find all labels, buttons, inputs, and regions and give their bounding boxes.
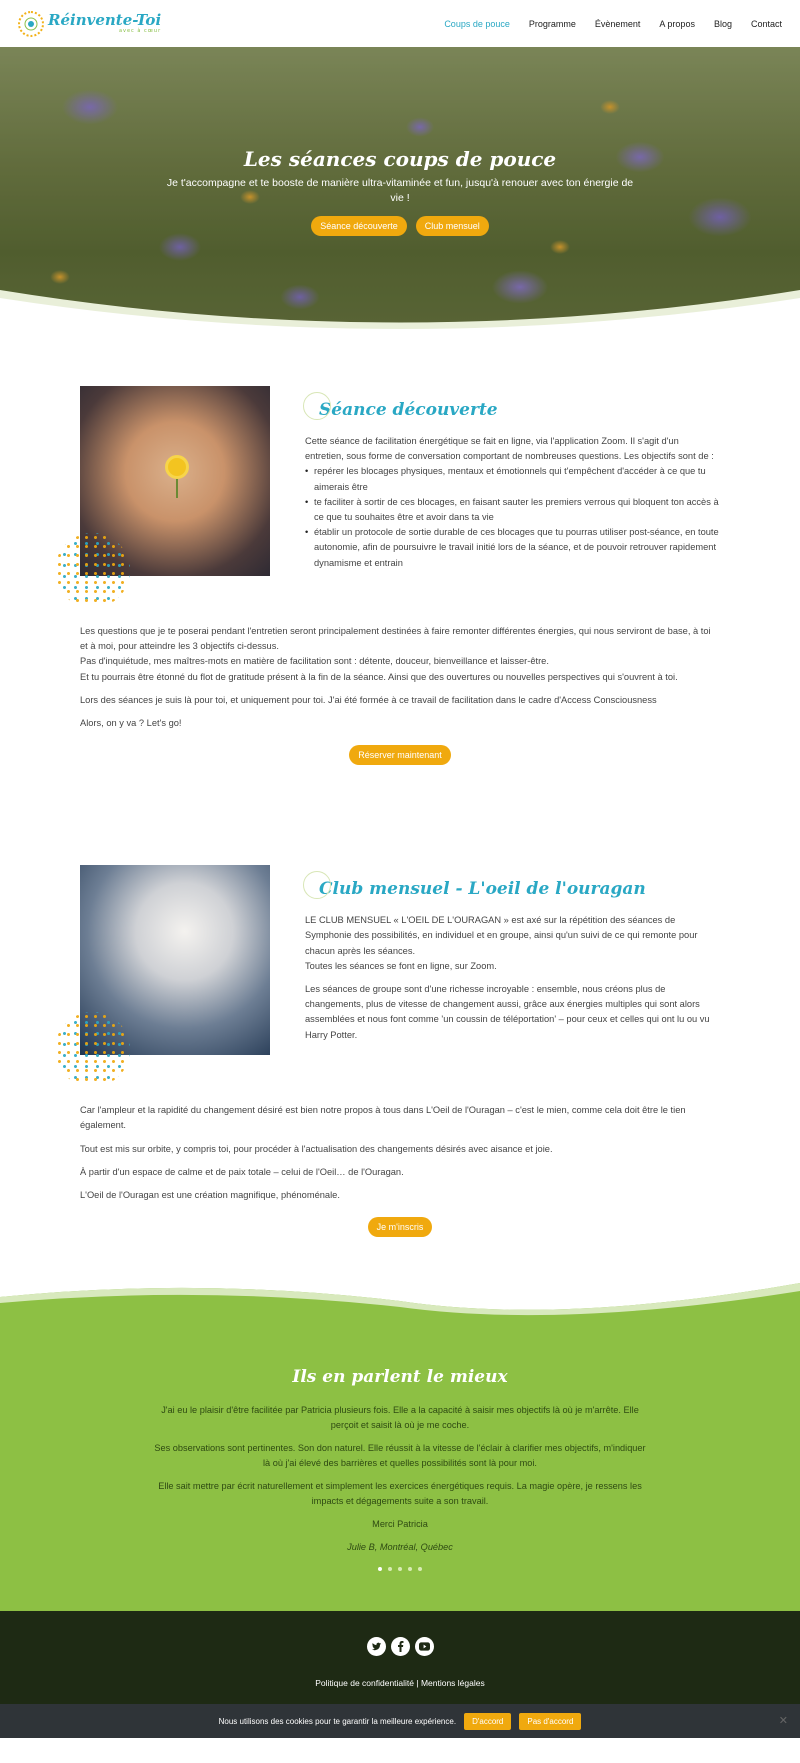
nav-programme[interactable]: Programme	[528, 18, 576, 29]
dots-decoration	[55, 1012, 130, 1087]
cookie-decline-button[interactable]: Pas d'accord	[519, 1713, 581, 1730]
club-paragraph: À partir d'un espace de calme et de paix totale – celui de l'Oeil… de l'Ouragan.	[80, 1166, 404, 1177]
cookie-accept-button[interactable]: D'accord	[464, 1713, 511, 1730]
testimonial-thanks: Merci Patricia	[372, 1519, 428, 1530]
seance-paragraph: Et tu pourrais être étonné du flot de gratitude présent à la fin de la séance. Ainsi que des ouvertures ou nouvelles perspectives qui s'ouvrent à toi.	[80, 671, 678, 682]
inscris-button[interactable]: Je m'inscris	[368, 1217, 433, 1237]
slider-dot-3[interactable]	[398, 1567, 402, 1571]
facebook-icon[interactable]	[391, 1637, 410, 1656]
seance-objectives-list	[305, 464, 720, 570]
club-paragraph: LE CLUB MENSUEL « L'OEIL DE L'OURAGAN » est axé sur la répétition des séances de Symphonie des possibilités, en individuel et en groupe, ainsi qu'un suivi de ce qui remonte pour chacun après les séances.	[305, 915, 698, 956]
nav-blog[interactable]: Blog	[713, 18, 732, 29]
hero-content	[0, 147, 800, 236]
club-text	[305, 865, 720, 1055]
club-title-text: Club mensuel - L'oeil de l'ouragan	[319, 879, 646, 900]
flower-icon	[168, 458, 186, 476]
hero-banner	[0, 47, 800, 340]
club-paragraph: Les séances de groupe sont d'une richesse incroyable : ensemble, nous créons plus de changements, plus de vitesse de changement aussi, grâce aux énergies multiples qui sont alors assemblées et nous font comme 'un coussin de téléportation' – pour ceux et celles qui ont lu ou vu Harry Potter.	[305, 984, 710, 1040]
seance-decouverte-button[interactable]: Séance découverte	[311, 216, 407, 236]
slider-dot-2[interactable]	[388, 1567, 392, 1571]
nav-coups-de-pouce[interactable]: Coups de pouce	[444, 18, 510, 29]
logo-tagline: avec à cœur	[118, 28, 162, 34]
seance-intro: Cette séance de facilitation énergétique se fait en ligne, via l'application Zoom. Il s'agit d'un entretien, sous forme de conversation comportant de nombreuses questions. Les objectifs sont de :	[305, 436, 714, 462]
twitter-icon[interactable]	[367, 1637, 386, 1656]
flower-stem	[176, 474, 178, 498]
hero-wave-divider	[0, 280, 800, 340]
site-header	[0, 0, 800, 47]
testimonial-text: J'ai eu le plaisir d'être facilitée par Patricia plusieurs fois. Elle a la capacité à saisir mes objectifs là où je m'arrête. Elle perçoit et saisit là où je me coche.	[161, 1405, 639, 1431]
testimonials-wave-divider	[0, 1277, 800, 1323]
slider-dot-1[interactable]	[378, 1567, 382, 1571]
testimonials-title: Ils en parlent le mieux	[292, 1367, 508, 1388]
youtube-icon[interactable]	[415, 1637, 434, 1656]
legal-links[interactable]: Politique de confidentialité | Mentions légales	[315, 1678, 485, 1689]
club-paragraph: Car l'ampleur et la rapidité du changement désiré est bien notre propos à tous dans L'Oeil de l'Ouragan – c'est le mien, comme cela doit être le tien également.	[80, 1105, 686, 1131]
club-paragraph: L'Oeil de l'Ouragan est une création magnifique, phénoménale.	[80, 1190, 340, 1201]
list-item: • te faciliter à sortir de ces blocages, en faisant sauter les premiers verrous qui bloquent ton accès à ce que tu souhaites être et avoir dans ta vie	[305, 495, 720, 525]
logo-text: Réinvente-Toi	[48, 11, 162, 29]
title-ring-decoration	[303, 392, 331, 420]
nav-evenement[interactable]: Évènement	[594, 18, 641, 29]
testimonial-signature: Julie B, Montréal, Québec	[347, 1542, 453, 1553]
seance-title-text: Séance découverte	[319, 400, 498, 420]
logo[interactable]	[18, 11, 161, 37]
dots-decoration	[55, 533, 130, 608]
social-links	[0, 1637, 800, 1656]
reserver-button[interactable]: Réserver maintenant	[349, 745, 451, 765]
cookie-text: Nous utilisons des cookies pour te garantir la meilleure expérience.	[218, 1716, 457, 1726]
cookie-banner	[0, 1704, 800, 1738]
seance-paragraph: Les questions que je te poserai pendant l'entretien seront principalement destinées à faire remonter différentes énergies, qui nous serviront de base, à toi et à moi, pour atteindre les 3 objectifs ci-dessus.	[80, 626, 711, 652]
testimonial-text: Elle sait mettre par écrit naturellement et simplement les exercices énergétiques requis. La magie opère, je ressens les impacts et dégagements suite a son travail.	[158, 1481, 642, 1507]
seance-decouverte-section	[0, 386, 800, 765]
list-item: • établir un protocole de sortie durable de ces blocages que tu pourras utiliser post-séance, en toute autonomie, afin de poursuivre le travail initié lors de la séance, et de pouvoir retrouver rapidement dynamisme et entrain	[305, 525, 720, 571]
nav-contact[interactable]: Contact	[750, 18, 782, 29]
seance-paragraph: Pas d'inquiétude, mes maîtres-mots en matière de facilitation sont : détente, douceur, bienveillance et laisser-être.	[80, 656, 549, 667]
slider-dot-5[interactable]	[418, 1567, 422, 1571]
seance-text	[305, 386, 720, 576]
club-mensuel-button[interactable]: Club mensuel	[416, 216, 489, 236]
testimonial-text: Ses observations sont pertinentes. Son don naturel. Elle réussit à la vitesse de l'éclair à clarifier mes objectifs, m'indiquer là où j'ai élevé des barrières et quelles possibilités sont là pour moi.	[154, 1443, 646, 1469]
seance-paragraph: Lors des séances je suis là pour toi, et uniquement pour toi. J'ai été formée à ce travail de facilitation dans le cadre d'Access Consciousness	[80, 694, 657, 705]
nav-a-propos[interactable]: A propos	[659, 18, 695, 29]
hero-buttons	[0, 216, 800, 236]
site-footer	[0, 1611, 800, 1738]
hero-title: Les séances coups de pouce	[243, 147, 557, 171]
testimonials-section	[0, 1277, 800, 1611]
list-item: • repérer les blocages physiques, mentaux et émotionnels qui t'empêchent d'accéder à ce que tu aimerais être	[305, 464, 720, 494]
logo-flower-icon	[18, 11, 44, 37]
close-icon[interactable]: ✕	[778, 1715, 788, 1728]
club-title	[319, 879, 720, 899]
hero-subtitle: Je t'accompagne et te booste de manière ultra-vitaminée et fun, jusqu'à renouer avec ton énergie de vie !	[166, 177, 634, 204]
club-mensuel-section	[0, 865, 800, 1237]
slider-dot-4[interactable]	[408, 1567, 412, 1571]
seance-title	[319, 400, 720, 420]
hands-flower-photo	[80, 386, 270, 576]
club-paragraph: Toutes les séances se font en ligne, sur Zoom.	[305, 960, 497, 971]
slider-pagination	[150, 1567, 650, 1571]
clouds-photo	[80, 865, 270, 1055]
club-paragraph: Tout est mis sur orbite, y compris toi, pour procéder à l'actualisation des changements désirés avec aisance et joie.	[80, 1143, 553, 1154]
seance-paragraph: Alors, on y va ? Let's go!	[80, 718, 182, 729]
main-nav	[444, 19, 782, 29]
